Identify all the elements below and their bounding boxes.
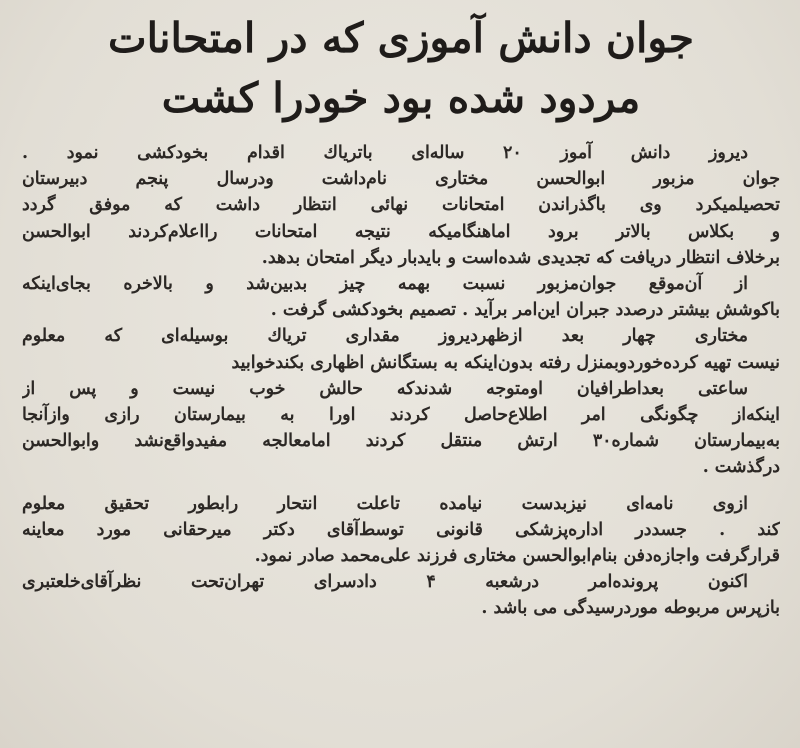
article-line: اکنون پرونده‌امر درشعبه ۴ دادسرای تهران‌تحت نظرآقای‌خلعتبری: [22, 572, 748, 593]
article-line: تحصیلمیکرد وی باگذراندن امتحانات نهائی انتظار داشت که موفق گردد: [22, 195, 780, 216]
article-line: از آن‌موقع جوان‌مزبور نسبت بهمه چیز بدبین‌شد و بالاخره بجای‌اینکه: [22, 274, 748, 295]
article-line: و بکلاس بالاتر برود اماهنگامیکه نتیجه امتحانات رااعلام‌کردند ابوالحسن: [22, 221, 780, 242]
article-line: درگذشت .: [702, 457, 780, 478]
article-line: برخلاف انتظار دریافت که تجدیدی شده‌است و بایدبار دیگر امتحان بدهد.: [261, 247, 780, 268]
headline-line-1: جوان دانش آموزی که در امتحانات: [108, 14, 694, 62]
article-line: قرارگرفت واجازه‌دفن بنام‌ابوالحسن مختاری فرزند علی‌محمد صادر نمود.: [254, 546, 780, 567]
article-line: دیروز دانش آموز ۲۰ ساله‌ای باتریاك اقدام بخودکشی نمود .: [22, 143, 748, 163]
article-line: جوان مزبور ابوالحسن مختاری نام‌داشت ودرسال پنجم دبیرستان: [22, 169, 780, 190]
article-line: اینکه‌از چگونگی امر اطلاع‌حاصل کردند اورا به بیمارستان رازی وازآنجا: [22, 405, 780, 426]
headline-line-2: مردود شده بود خودرا کشت: [161, 74, 641, 122]
article-line: بازپرس مربوطه موردرسیدگی می باشد .: [481, 598, 780, 619]
article-line: کند . جسددر اداره‌پزشکی قانونی توسط‌آقای دکتر میرحقانی مورد معاینه: [22, 519, 780, 540]
article-line: مختاری چهار بعد ازظهردیروز مقداری تریاك بوسیله‌ای که معلوم: [22, 326, 748, 347]
article-line: نیست تهیه کرده‌خوردوبمنزل رفته بدون‌اینکه به بستگانش اظهاری بکندخوابید: [231, 352, 780, 373]
paragraph-gap: [22, 481, 780, 491]
article-line: باکوشش بیشتر درصدد جبران این‌امر برآید . تصمیم بخودکشی گرفت .: [270, 300, 780, 321]
article-line: به‌بیمارستان شماره۳۰ ارتش منتقل کردند امامعالجه مفیدواقع‌نشد وابوالحسن: [22, 431, 780, 452]
article-line: ساعتی بعداطرافیان اومتوجه شدندکه حالش خوب نیست و پس از: [22, 378, 748, 399]
article-body: [22, 140, 780, 622]
article-line: ازوی نامه‌ای نیزبدست نیامده تاعلت انتحار رابطور تحقیق معلوم: [22, 493, 748, 514]
